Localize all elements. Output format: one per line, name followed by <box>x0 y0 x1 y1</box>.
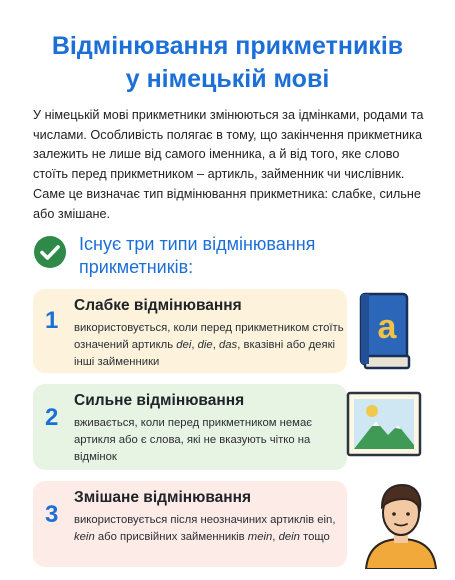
desc-text: використовується після неозначиних артиклів ein, <box>74 514 336 526</box>
title-line-1: Відмінювання прикметників <box>51 32 404 60</box>
card-title: Сильне відмінювання <box>74 392 245 409</box>
card-description <box>74 512 344 546</box>
desc-text: , <box>191 339 198 351</box>
desc-article: mein <box>247 531 273 543</box>
desc-text: або присвійних займенників <box>94 531 248 543</box>
picture-icon <box>346 391 422 457</box>
intro-paragraph: У німецькій мові прикметники змінюються за ідмінками, родами та числами. Особливість полягає в тому, що закінчення прикметника залежить не лише від самого іменника, а й від того, яке слово стоїть перед прикметником – артикль, займенник чи числівник. Саме це визначає тип відмінювання прикметника: слабке, сильне або змішане. <box>33 108 424 221</box>
card-number: 2 <box>45 404 59 431</box>
book-icon <box>359 292 411 370</box>
check-circle-icon <box>33 235 67 269</box>
card-title: Слабке відмінювання <box>74 297 242 314</box>
desc-text: , <box>272 531 279 543</box>
desc-article: die <box>197 339 213 351</box>
card-weak-declension <box>33 289 347 373</box>
card-mixed-declension <box>33 481 347 567</box>
desc-text: , вказівні або деякі інші займенники <box>74 339 336 368</box>
desc-article: das <box>218 339 238 351</box>
desc-text: тощо <box>299 531 330 543</box>
types-heading-text: Існує три типи відмінювання прикметників: <box>79 234 316 277</box>
desc-article: dein <box>278 531 300 543</box>
desc-article: dei <box>176 339 192 351</box>
person-icon <box>364 477 438 569</box>
card-description <box>74 320 344 371</box>
card-number: 3 <box>45 501 59 528</box>
card-description <box>74 415 344 466</box>
desc-text: , <box>212 339 219 351</box>
book-letter: a <box>377 308 397 346</box>
card-number: 1 <box>45 307 59 334</box>
desc-text: використовується, коли перед прикметником стоїть означений артикль <box>74 322 344 351</box>
title-line-2: у німецькій мові <box>125 65 330 93</box>
types-heading <box>33 233 433 283</box>
page-title <box>0 30 455 96</box>
card-title: Змішане відмінювання <box>74 489 252 506</box>
desc-text: вживається, коли перед прикметником немає артикля або є слова, які не вказують чітко на відмінок <box>74 417 313 463</box>
card-strong-declension <box>33 384 347 470</box>
desc-article: kein <box>74 531 95 543</box>
